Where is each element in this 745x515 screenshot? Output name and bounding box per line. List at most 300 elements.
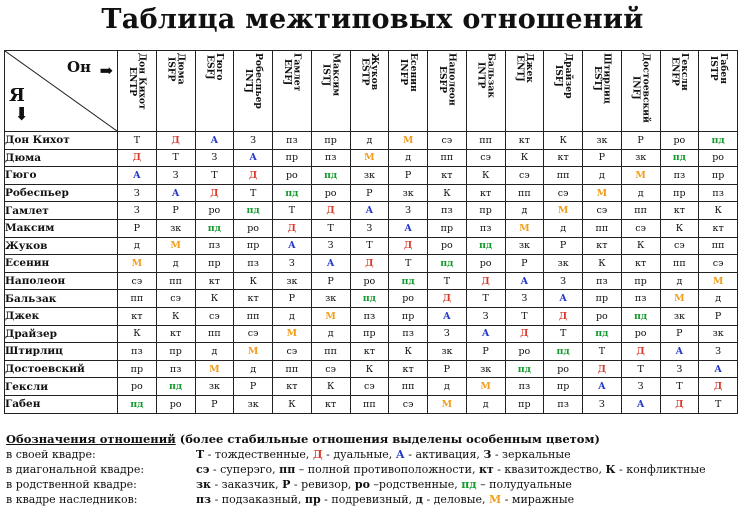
relation-cell: З (660, 360, 699, 378)
arrow-right-icon: ➡ (99, 61, 113, 80)
legend-text: - тождественные, (204, 448, 313, 461)
relation-cell: К (350, 360, 389, 378)
column-header (544, 51, 583, 132)
column-header (428, 51, 467, 132)
relation-cell: ро (621, 325, 660, 343)
column-type-name: Достоевский (640, 53, 652, 123)
column-type-code: ESFP (436, 65, 448, 93)
relation-cell: пд (389, 272, 428, 290)
table-row (5, 132, 738, 150)
row-type-name: Робеспьер (5, 184, 118, 202)
relation-cell: д (195, 343, 234, 361)
column-type-code: ENTP (126, 66, 138, 96)
relation-cell: кт (466, 184, 505, 202)
relation-cell: ро (234, 219, 273, 237)
header-row (5, 51, 738, 132)
legend-code: кт (478, 463, 494, 476)
legend-quadra-name: в квадре наследников: (6, 493, 138, 506)
relation-cell: Д (389, 237, 428, 255)
legend-quadra-name: в диагональной квадре: (6, 463, 145, 476)
legend (6, 432, 742, 507)
relation-cell: А (273, 237, 312, 255)
corner-cell (5, 51, 118, 132)
relation-cell: Т (660, 378, 699, 396)
legend-text: – полной противоположности, (295, 463, 479, 476)
relation-cell: пд (234, 202, 273, 220)
row-type-name: Максим (5, 219, 118, 237)
relation-cell: д (544, 219, 583, 237)
relation-cell: Д (660, 395, 699, 413)
relation-cell: З (118, 202, 157, 220)
table-row (5, 149, 738, 167)
relation-cell: К (466, 167, 505, 185)
relation-cell: кт (621, 255, 660, 273)
relation-cell: зк (311, 290, 350, 308)
relation-cell: К (273, 395, 312, 413)
table-row (5, 343, 738, 361)
relation-cell: Т (118, 132, 157, 150)
relation-cell: д (466, 395, 505, 413)
legend-code: зк (196, 478, 211, 491)
relation-cell: Д (273, 219, 312, 237)
relation-cell: сэ (428, 132, 467, 150)
relation-cell: пр (660, 184, 699, 202)
legend-quadra-name: в родственной квадре: (6, 478, 137, 491)
legend-text: - суперэго, (209, 463, 280, 476)
relation-cell: пп (156, 272, 195, 290)
relation-cell: ро (660, 132, 699, 150)
relation-cell: А (350, 202, 389, 220)
legend-description (196, 477, 572, 492)
relation-cell: А (195, 132, 234, 150)
column-header (311, 51, 350, 132)
relation-cell: А (583, 378, 622, 396)
column-header-label (166, 53, 185, 85)
legend-code: пр (304, 493, 321, 506)
column-type-name: Есенин (407, 53, 419, 92)
legend-text: – полудуальные (476, 478, 572, 491)
relation-cell: д (273, 307, 312, 325)
relation-cell: пр (234, 237, 273, 255)
relation-cell: Д (699, 378, 738, 396)
on-label: Он (66, 58, 91, 76)
relation-cell: М (118, 255, 157, 273)
relation-cell: А (156, 184, 195, 202)
relation-cell: пз (660, 167, 699, 185)
relation-cell: Т (699, 395, 738, 413)
column-type-name: Жуков (369, 53, 381, 91)
legend-text: –родственные, (369, 478, 462, 491)
table-row (5, 307, 738, 325)
legend-description (196, 462, 706, 477)
relation-cell: пр (350, 325, 389, 343)
relation-cell: кт (195, 272, 234, 290)
legend-text: - активация, (404, 448, 484, 461)
legend-code: пз (196, 493, 212, 506)
table-row (5, 167, 738, 185)
relation-cell: К (621, 237, 660, 255)
relation-cell: кт (389, 360, 428, 378)
legend-description (196, 492, 574, 507)
relation-cell: пр (311, 132, 350, 150)
relation-cell: кт (660, 202, 699, 220)
relation-cell: сэ (273, 343, 312, 361)
legend-code: З (483, 448, 492, 461)
legend-description (196, 447, 571, 462)
row-type-name: Дюма (5, 149, 118, 167)
relation-cell: сэ (660, 237, 699, 255)
relation-cell: Т (544, 325, 583, 343)
relation-cell: Р (311, 272, 350, 290)
relation-cell: М (466, 378, 505, 396)
relation-cell: зк (195, 378, 234, 396)
relation-cell: К (699, 202, 738, 220)
relation-cell: З (273, 255, 312, 273)
relation-cell: З (350, 219, 389, 237)
column-header (621, 51, 660, 132)
column-type-name: Бальзак (485, 53, 497, 98)
relation-cell: А (699, 360, 738, 378)
relation-cell: А (389, 219, 428, 237)
relation-cell: ро (466, 255, 505, 273)
relation-cell: З (156, 167, 195, 185)
relation-cell: А (234, 149, 273, 167)
relation-cell: ро (505, 343, 544, 361)
legend-code: Р (282, 478, 291, 491)
column-type-name: Наполеон (446, 53, 458, 106)
relation-cell: пз (118, 343, 157, 361)
legend-text: - подзаказный, (211, 493, 305, 506)
relation-cell: Т (350, 237, 389, 255)
relation-cell: пз (621, 290, 660, 308)
column-type-name: Драйзер (562, 53, 574, 99)
relation-cell: К (389, 343, 428, 361)
relation-cell: А (428, 307, 467, 325)
relation-cell: М (428, 395, 467, 413)
row-type-name: Гексли (5, 378, 118, 396)
relation-cell: А (466, 325, 505, 343)
relation-cell: Д (350, 255, 389, 273)
legend-row (6, 477, 742, 492)
relation-cell: Д (156, 132, 195, 150)
relation-cell: д (621, 184, 660, 202)
relation-cell: д (699, 290, 738, 308)
relation-cell: Т (505, 307, 544, 325)
relation-cell: пп (195, 325, 234, 343)
relation-cell: К (505, 149, 544, 167)
row-type-name: Наполеон (5, 272, 118, 290)
relation-cell: кт (311, 395, 350, 413)
relation-cell: пз (350, 307, 389, 325)
table-row (5, 219, 738, 237)
legend-code: пд (461, 478, 477, 491)
column-type-name: Максим (330, 53, 342, 97)
legend-heading-rest: (более стабильные отношения выделены особенным цветом) (175, 432, 600, 446)
relation-cell: зк (389, 184, 428, 202)
relation-cell: ро (118, 378, 157, 396)
relation-cell: Т (273, 202, 312, 220)
relation-cell: А (311, 255, 350, 273)
ya-label: Я (9, 85, 25, 106)
relation-cell: Р (544, 237, 583, 255)
column-header (466, 51, 505, 132)
relation-cell: ро (195, 202, 234, 220)
relation-cell: пд (350, 290, 389, 308)
column-header (699, 51, 738, 132)
column-header-label (708, 53, 727, 84)
relation-cell: пд (118, 395, 157, 413)
relation-cell: К (118, 325, 157, 343)
relation-cell: сэ (621, 219, 660, 237)
column-header-label (515, 53, 534, 83)
relation-cell: д (583, 167, 622, 185)
relation-cell: пр (466, 202, 505, 220)
row-type-name: Драйзер (5, 325, 118, 343)
relation-cell: ро (428, 237, 467, 255)
relation-cell: Р (350, 184, 389, 202)
column-type-name: Гюго (214, 53, 226, 81)
relation-cell: пд (621, 307, 660, 325)
column-header (389, 51, 428, 132)
relation-cell: Т (466, 290, 505, 308)
relation-cell: пз (195, 237, 234, 255)
relation-cell: Р (505, 255, 544, 273)
legend-text: - зеркальные (491, 448, 571, 461)
relation-cell: пп (505, 184, 544, 202)
legend-code: Т (196, 448, 205, 461)
column-type-name: Дюма (175, 53, 187, 85)
relation-cell: сэ (699, 255, 738, 273)
relation-cell: К (583, 255, 622, 273)
column-type-name: Дон Кихот (136, 53, 148, 110)
relation-cell: д (350, 132, 389, 150)
relation-cell: Т (156, 149, 195, 167)
legend-row (6, 462, 742, 477)
relation-cell: М (311, 307, 350, 325)
relation-cell: зк (234, 395, 273, 413)
column-header-label (127, 53, 146, 110)
relation-cell: З (621, 378, 660, 396)
relation-cell: зк (428, 343, 467, 361)
relation-cell: пд (195, 219, 234, 237)
relation-cell: пр (621, 272, 660, 290)
relation-cell: З (583, 395, 622, 413)
column-header-label (360, 53, 379, 90)
page-title: Таблица межтиповых отношений (101, 4, 644, 35)
relation-cell: кт (350, 343, 389, 361)
legend-text: - миражные (501, 493, 575, 506)
column-header-label (205, 53, 224, 81)
legend-code: д (415, 493, 423, 506)
relation-cell: Д (118, 149, 157, 167)
relation-cell: З (118, 184, 157, 202)
relation-cell: пз (156, 360, 195, 378)
relation-cell: Д (311, 202, 350, 220)
relation-cell: К (234, 272, 273, 290)
table-row (5, 360, 738, 378)
relation-cell: пз (234, 255, 273, 273)
column-header-label (631, 53, 650, 123)
table-row (5, 184, 738, 202)
relation-cell: д (118, 237, 157, 255)
column-type-name: Робеспьер (252, 53, 264, 109)
relation-cell: сэ (350, 378, 389, 396)
relation-cell: К (156, 307, 195, 325)
legend-code: сэ (196, 463, 210, 476)
relation-cell: ро (544, 360, 583, 378)
relation-cell: ро (273, 167, 312, 185)
column-header-label (553, 53, 572, 99)
column-header (505, 51, 544, 132)
relation-cell: М (195, 360, 234, 378)
relation-cell: М (660, 290, 699, 308)
relation-cell: Д (583, 360, 622, 378)
relation-cell: пд (466, 237, 505, 255)
column-header (195, 51, 234, 132)
row-type-name: Достоевский (5, 360, 118, 378)
column-header-label (670, 53, 689, 91)
column-header (234, 51, 273, 132)
relation-cell: пр (583, 290, 622, 308)
legend-code: К (605, 463, 616, 476)
relation-cell: Т (583, 343, 622, 361)
relation-cell: З (466, 307, 505, 325)
column-type-code: INTJ (243, 68, 255, 93)
legend-quadra-name: в своей квадре: (6, 448, 96, 461)
relation-cell: пр (195, 255, 234, 273)
column-type-code: ISTJ (320, 63, 332, 86)
relation-cell: пр (118, 360, 157, 378)
relation-cell: Т (389, 255, 428, 273)
column-header-label (476, 53, 495, 98)
column-type-code: ISFP (165, 56, 177, 81)
relation-cell: пз (505, 378, 544, 396)
relation-cell: Д (544, 307, 583, 325)
relation-cell: пд (156, 378, 195, 396)
relation-cell: А (118, 167, 157, 185)
legend-heading-underlined: Обозначения отношений (6, 432, 176, 446)
relation-cell: К (311, 378, 350, 396)
relation-cell: З (544, 272, 583, 290)
relation-cell: М (389, 132, 428, 150)
relation-cell: зк (621, 149, 660, 167)
relation-cell: М (505, 219, 544, 237)
relation-cell: зк (544, 255, 583, 273)
relation-cell: пз (389, 325, 428, 343)
relation-cell: Р (195, 395, 234, 413)
row-type-name: Жуков (5, 237, 118, 255)
table-row (5, 290, 738, 308)
column-header (660, 51, 699, 132)
relation-cell: М (273, 325, 312, 343)
relation-cell: кт (505, 132, 544, 150)
legend-text: - квазитождество, (493, 463, 606, 476)
row-type-name: Габен (5, 395, 118, 413)
relation-cell: пп (699, 237, 738, 255)
column-type-code: ESTP (359, 57, 371, 86)
relation-cell: Д (234, 167, 273, 185)
table-row (5, 325, 738, 343)
relation-cell: сэ (544, 184, 583, 202)
relation-cell: пп (428, 149, 467, 167)
relation-cell: пд (699, 132, 738, 150)
relation-cell: пз (544, 395, 583, 413)
relation-cell: кт (699, 219, 738, 237)
relation-cell: ро (311, 184, 350, 202)
column-header-label (282, 53, 301, 91)
column-header-label (592, 53, 611, 104)
column-type-name: Гексли (679, 53, 691, 91)
relation-cell: Т (621, 360, 660, 378)
relation-cell: пз (699, 184, 738, 202)
relation-cell: З (234, 132, 273, 150)
legend-text: - заказчик, (210, 478, 283, 491)
column-type-code: ISFJ (553, 64, 565, 87)
column-type-code: ENFP (669, 57, 681, 87)
table-row (5, 272, 738, 290)
relation-cell: З (505, 290, 544, 308)
relation-cell: Р (389, 167, 428, 185)
legend-row (6, 447, 742, 462)
legend-code: М (489, 493, 502, 506)
relation-cell: д (660, 272, 699, 290)
relation-cell: зк (350, 167, 389, 185)
relation-cell: пд (428, 255, 467, 273)
column-header-label (321, 53, 340, 96)
relation-cell: пд (660, 149, 699, 167)
relation-cell: сэ (195, 307, 234, 325)
relation-cell: д (389, 149, 428, 167)
column-type-code: ISTP (708, 56, 720, 81)
relation-cell: зк (156, 219, 195, 237)
relation-cell: пп (544, 167, 583, 185)
column-header-label (437, 53, 456, 106)
column-type-name: Габен (717, 53, 729, 84)
relation-cell: пп (466, 132, 505, 150)
relation-cell: сэ (583, 202, 622, 220)
relation-cell: Р (660, 325, 699, 343)
relation-cell: пз (273, 132, 312, 150)
legend-text: - дуальные, (322, 448, 396, 461)
relation-cell: ро (156, 395, 195, 413)
relation-cell: пп (273, 360, 312, 378)
relation-cell: пр (273, 149, 312, 167)
relation-cell: д (505, 202, 544, 220)
relation-cell: сэ (505, 167, 544, 185)
column-type-code: INFP (398, 59, 410, 86)
relation-cell: сэ (118, 272, 157, 290)
column-header-label (243, 53, 262, 109)
relation-cell: К (660, 219, 699, 237)
column-type-code: ENTJ (514, 54, 526, 82)
relation-cell: пз (311, 149, 350, 167)
relation-cell: пп (118, 290, 157, 308)
table-body (5, 132, 738, 414)
table-row (5, 237, 738, 255)
relation-cell: зк (699, 325, 738, 343)
relation-cell: М (583, 184, 622, 202)
relation-cell: Р (273, 290, 312, 308)
relation-cell: М (350, 149, 389, 167)
relation-cell: К (428, 184, 467, 202)
relation-cell: пр (505, 395, 544, 413)
legend-heading (6, 432, 742, 447)
relation-cell: ро (699, 149, 738, 167)
relation-cell: пд (544, 343, 583, 361)
relation-cell: зк (660, 307, 699, 325)
relation-cell: пд (273, 184, 312, 202)
relation-cell: пп (660, 255, 699, 273)
